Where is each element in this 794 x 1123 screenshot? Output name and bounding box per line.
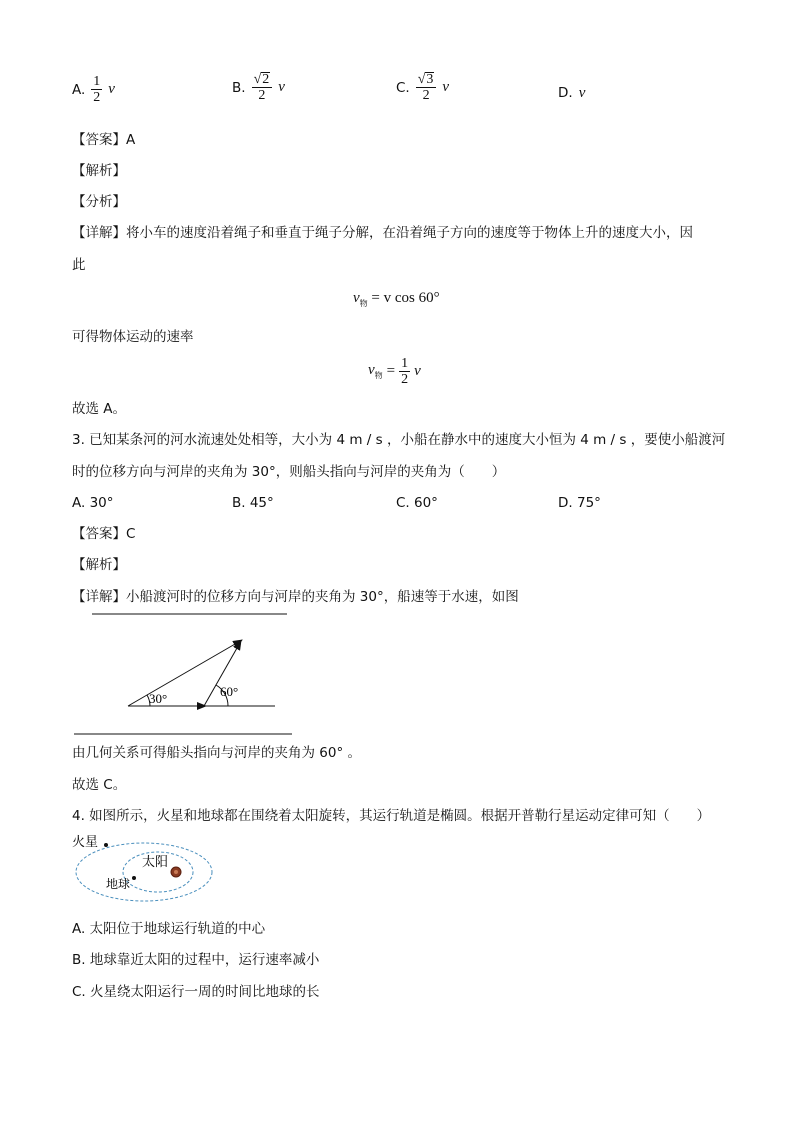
- option-letter: A.: [72, 81, 86, 98]
- sqrt-sign: √ 2: [253, 72, 270, 87]
- option-letter: B.: [232, 79, 246, 96]
- q4-option-c: C. 火星绕太阳运行一周的时间比地球的长: [72, 984, 320, 1000]
- eq-variable: v: [353, 290, 360, 306]
- q2-option-d: [558, 84, 585, 102]
- q3-option-b: B. 45°: [232, 495, 274, 511]
- q2-rate-line: 可得物体运动的速率: [72, 329, 194, 345]
- q2-option-c: [396, 72, 449, 103]
- q3-stem-line2: 时的位移方向与河岸的夹角为 30°，则船头指向与河岸的夹角为（ ）: [72, 464, 506, 480]
- earth-dot-icon: [132, 876, 136, 880]
- mars-orbit: [76, 843, 212, 901]
- q3-detail: 【详解】小船渡河时的位移方向与河岸的夹角为 30°，船速等于水速，如图: [72, 589, 519, 605]
- q4-stem: 4. 如图所示，火星和地球都在围绕着太阳旋转，其运行轨道是椭圆。根据开普勒行星运动定律可知（ ）: [72, 808, 711, 824]
- q3-stem-line1: 3. 已知某条河的河水流速处处相等，大小为 4 m / s ，小船在静水中的速度大小恒为 4 m / s ，要使小船渡河: [72, 432, 726, 448]
- q4-orbit-figure: [70, 826, 220, 906]
- q3-option-d: D. 75°: [558, 495, 601, 511]
- angle-label-60: 60°: [220, 684, 239, 699]
- q3-option-a: A. 30°: [72, 495, 114, 511]
- variable: v: [442, 79, 450, 95]
- label-earth: 地球: [106, 877, 131, 891]
- q2-fenxi-heading: 【分析】: [72, 194, 126, 210]
- denominator: 2: [422, 88, 430, 103]
- q2-equation-1: [353, 290, 440, 309]
- q3-answer: 【答案】C: [72, 526, 136, 542]
- sun-highlight: [174, 870, 178, 874]
- q3-conclusion: 故选 C。: [72, 777, 127, 793]
- variable: v: [278, 79, 285, 95]
- q2-answer: 【答案】A: [72, 132, 136, 148]
- fraction: [399, 356, 410, 387]
- numerator: 1: [93, 74, 101, 89]
- eq-subscript: 物: [374, 371, 383, 380]
- eq-equals: =: [386, 363, 396, 379]
- q3-vector-figure: [70, 606, 300, 738]
- q2-conclusion: 故选 A。: [72, 401, 127, 417]
- label-mars: 火星: [72, 835, 99, 850]
- variable: v: [578, 84, 586, 101]
- denominator: 2: [401, 372, 409, 387]
- angle-label-30: 30°: [149, 691, 168, 706]
- numerator: 1: [401, 356, 409, 371]
- numerator: [416, 72, 437, 88]
- radicand: 2: [262, 72, 270, 87]
- variable: v: [414, 363, 421, 379]
- numerator: [252, 72, 273, 88]
- q3-jiexi-heading: 【解析】: [72, 557, 126, 573]
- q4-option-a: A. 太阳位于地球运行轨道的中心: [72, 921, 266, 937]
- denominator: 2: [258, 88, 266, 103]
- q2-jiexi-heading: 【解析】: [72, 163, 126, 179]
- q2-equation-2: [368, 356, 421, 387]
- q2-detail-line2: 此: [72, 257, 86, 273]
- q2-option-a: [72, 74, 115, 105]
- mars-dot-icon: [104, 843, 108, 847]
- q4-option-b: B. 地球靠近太阳的过程中，运行速率减小: [72, 952, 320, 968]
- label-sun: 太阳: [142, 855, 169, 870]
- q2-detail-line1: 【详解】将小车的速度沿着绳子和垂直于绳子分解，在沿着绳子方向的速度等于物体上升的速度大小，因: [72, 225, 693, 241]
- q3-option-c: C. 60°: [396, 495, 438, 511]
- eq-subscript: 物: [359, 299, 368, 308]
- q3-after-figure: 由几何关系可得船头指向与河岸的夹角为 60° 。: [72, 745, 362, 761]
- eq-variable: v: [368, 362, 375, 378]
- option-letter: D.: [558, 85, 573, 101]
- eq-rhs: = v cos 60°: [371, 290, 440, 306]
- denominator: 2: [93, 90, 101, 105]
- radicand: 3: [426, 72, 434, 87]
- variable: v: [108, 81, 115, 97]
- fraction: [252, 72, 273, 103]
- fraction: [91, 74, 102, 105]
- q2-option-b: [232, 72, 285, 103]
- sqrt-sign: √ 3: [417, 72, 434, 87]
- fraction: [416, 72, 437, 103]
- option-letter: C.: [396, 79, 410, 96]
